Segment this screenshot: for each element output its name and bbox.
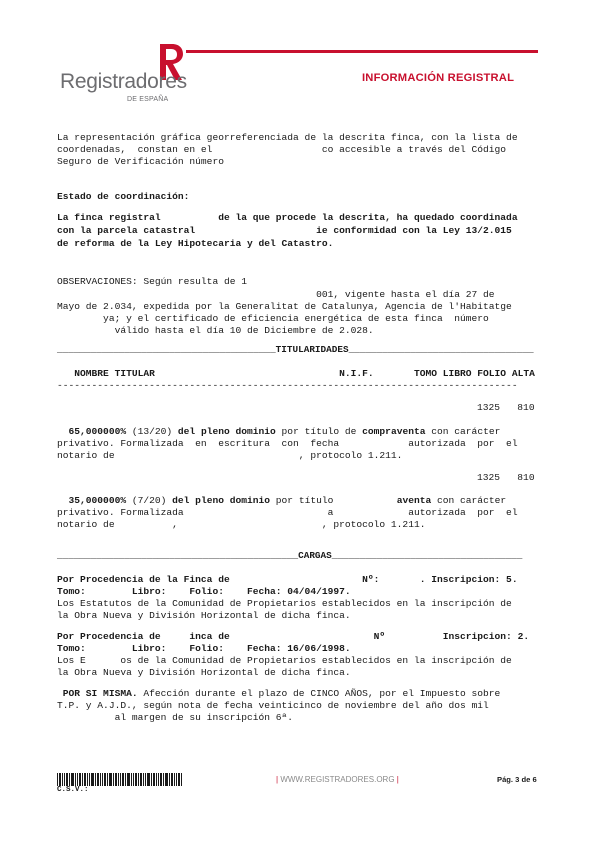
titular-dominio: del pleno dominio — [172, 495, 271, 506]
logo-wordmark: Registradores — [60, 70, 187, 93]
titular-detail-line: privativo. Formalizada a autorizada por el — [57, 507, 518, 518]
por-si-misma-line: al margen de su inscripción 6ª. — [57, 712, 294, 723]
titularidades-divider: -------------------------------------------------------------------------------- — [57, 380, 518, 391]
titular-detail-line: notario de , protocolo 1.211. — [57, 450, 403, 461]
cargas-section-title: ___________________________________________CARGAS__________________________________ — [57, 550, 523, 561]
logo-subtitle: DE ESPAÑA — [127, 96, 169, 103]
carga-text: Los Estatutos de la Comunidad de Propietarios establecidos en la inscripción de — [57, 598, 512, 609]
carga-title: Por Procedencia de la Finca de Nº: . Inscripcion: 5. — [57, 574, 518, 585]
titularidades-section-title: _______________________________________TITULARIDADES_________________________________ — [57, 344, 534, 355]
titular-fraction: (13/20) — [126, 426, 178, 437]
observaciones-line: Mayo de 2.034, expedida por la Generalitat de Catalunya, Agencia de l'Habitatge — [57, 301, 512, 312]
carga-text: la Obra Nueva y División Horizontal de dicha finca. — [57, 667, 351, 678]
intro-line: Seguro de Verificación número — [57, 156, 224, 167]
titular-share-line — [57, 426, 500, 438]
titular-title-type: compraventa — [362, 426, 426, 437]
titular-dominio: del pleno dominio — [177, 426, 276, 437]
header-title: INFORMACIÓN REGISTRAL — [362, 72, 515, 84]
titular-text: con carácter — [431, 495, 507, 506]
por-si-misma-line: T.P. y A.J.D., según nota de fecha veinticinco de noviembre del año dos mil — [57, 700, 489, 711]
header-rule — [186, 50, 538, 53]
titular-text: por título de — [275, 426, 363, 437]
coordination-heading: Estado de coordinación: — [57, 191, 190, 202]
titular-share-line — [57, 495, 506, 507]
observaciones-line: ya; y el certificado de eficiencia energética de esta finca número — [57, 313, 489, 324]
website-text: WWW.REGISTRADORES.ORG — [280, 775, 395, 784]
titular-text: con carácter — [425, 426, 501, 437]
csv-label: C.S.V.: — [57, 786, 89, 794]
carga-text: la Obra Nueva y División Horizontal de dicha finca. — [57, 610, 351, 621]
carga-subtitle: Tomo: Libro: Folio: Fecha: 16/06/1998. — [57, 643, 351, 654]
observaciones-line: 001, vigente hasta el día 27 de — [57, 289, 495, 300]
titular-detail-line: notario de , , protocolo 1.211. — [57, 519, 426, 530]
carga-subtitle: Tomo: Libro: Folio: Fecha: 04/04/1997. — [57, 586, 351, 597]
coordination-line: La finca registral de la que procede la descrita, ha quedado coordinada — [57, 212, 518, 223]
titular-title-type: aventa — [396, 495, 432, 506]
barcode-icon — [57, 773, 182, 786]
intro-line: coordenadas, constan en el co accesible a través del Código — [57, 144, 507, 155]
coordination-line: con la parcela catastral ie conformidad con la Ley 13/2.015 — [57, 225, 512, 236]
titular-registry-refs: 1325 810 — [477, 472, 535, 483]
coordination-line: de reforma de la Ley Hipotecaria y del Catastro. — [57, 238, 334, 249]
observaciones-line: válido hasta el día 10 de Diciembre de 2.028. — [57, 325, 374, 336]
titular-text: por título — [270, 495, 397, 506]
footer-website: | WWW.REGISTRADORES.ORG | — [276, 775, 399, 784]
por-si-misma-text: Afección durante el plazo de CINCO AÑOS, por el Impuesto sobre — [137, 688, 501, 699]
titularidades-column-headers: NOMBRE TITULAR N.I.F. TOMO LIBRO FOLIO ALTA — [57, 368, 535, 379]
observaciones-line: OBSERVACIONES: Según resulta de 1 — [57, 276, 247, 287]
carga-text: Los E os de la Comunidad de Propietarios establecidos en la inscripción de — [57, 655, 512, 666]
page-number: Pág. 3 de 6 — [497, 775, 537, 784]
titular-registry-refs: 1325 810 — [477, 402, 535, 413]
por-si-misma-line — [57, 688, 500, 700]
titular-detail-line: privativo. Formalizada en escritura con fecha autorizada por el — [57, 438, 518, 449]
carga-title: Por Procedencia de inca de Nº Inscripcion: 2. — [57, 631, 530, 642]
titular-percentage: 35,000000% — [57, 495, 127, 506]
titular-percentage: 65,000000% — [57, 426, 127, 437]
por-si-misma-label: POR SI MISMA. — [57, 688, 138, 699]
titular-fraction: (7/20) — [126, 495, 173, 506]
intro-line: La representación gráfica georreferenciada de la descrita finca, con la lista de — [57, 132, 518, 143]
